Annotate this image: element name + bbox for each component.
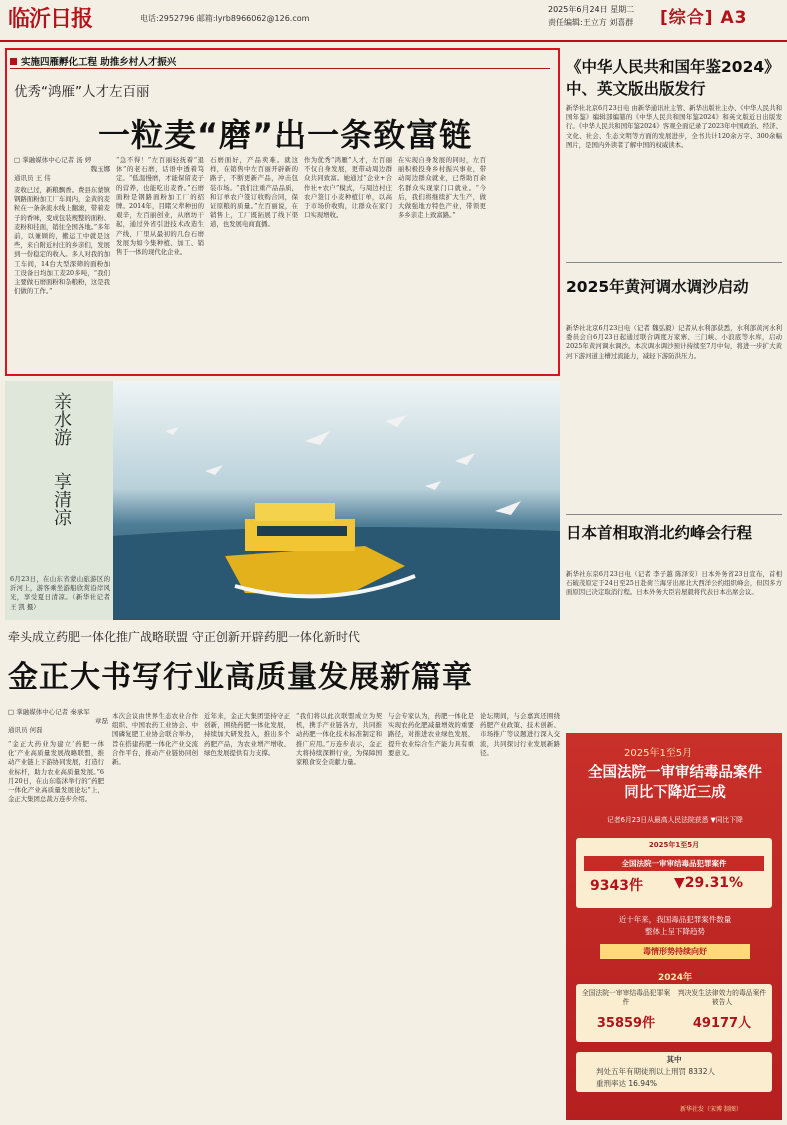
stat-panel-3-line-2: 重刑率达 16.94% [596, 1079, 657, 1088]
lead-subtitle: 优秀“鸿雁”人才左百丽 [14, 84, 150, 100]
byline-line: 通讯员 王 伟 [14, 174, 51, 182]
photo-caption: 6月23日，在山东省蒙山旅游区的沂河上，游客乘坐游船欣赏沿岸风光，享受夏日清凉。（新华社记者 王 凯 摄） [10, 575, 110, 611]
divider [566, 514, 782, 515]
editors-line: 责任编辑:王立方 刘喜群 [548, 18, 634, 27]
lead-column-4: 作为优秀“鸿雁”人才，左百丽不仅自身发展，更带动周边群众共同致富。她通过“企业+合作社+农户”模式，与周边村庄农户签订小麦种植订单，以高于市场价收购，让群众在家门口实现增收。 [304, 156, 392, 220]
right-story1-body: 新华社北京6月23日电 由新华通讯社主管、新华出版社主办、《中华人民共和国年鉴》编辑部编纂的《中华人民共和国年鉴2024》和英文版近日出版发行。《中华人民共和国年鉴2024》客观全面记录了2023年中国政治、经济、文化、社会、生态文明等方面的发展进步，全书共计120余万字、300余幅图片，是国内外读者了解中国的权威读本。 [566, 104, 782, 149]
story2-column-5: 与会专家认为，药肥一体化是实现农药化肥减量增效的重要路径，对推进农业绿色发展、提升农业综合生产能力具有重要意义。 [388, 712, 474, 757]
section-tag: [综合] A3 [660, 8, 748, 28]
square-icon [10, 58, 17, 65]
stat-panel-1-label: 全国法院一审审结毒品犯罪案件 [584, 856, 764, 871]
byline-line: 章磊 [95, 717, 108, 725]
story2-column-1: “金正大药业为建立‘药肥一体化’产业高质量发展战略联盟，推动产业链上下游协同发展，打造行业标杆，助力农业高质量发展。”6月20日，在山东临沭举行的“药肥一体化产业高质量发展论坛”上，金正大集团总裁万连步介绍。 [8, 740, 104, 804]
stat-panel-2-right-value: 49177人 [692, 1016, 752, 1031]
stat-panel-1-head: 2025年1至5月 [648, 841, 700, 849]
right-story3-headline: 日本首相取消北约峰会行程 [566, 524, 753, 542]
lead-column-1: 麦收已过，新粮飘香。费县东蒙镇钢路面粉加工厂车间内，金黄的麦粒在一条条流水线上翻滚，带着麦子的香味，变成包装规整的面粉、麦粉和挂面，销往全国各地。”多年前，以兼顾的，搬运工中就是这些，来自附近村庄的乡亲们，发展到一份稳定的收入。多人对我的加工车间，14台大型深筛的面粉加工设备日均加工麦20多吨，“我们主要做石磨面粉和杂粮粉，这是我们做的工作。” [14, 186, 110, 296]
divider [566, 262, 782, 263]
contact-info: 电话:2952796 邮箱:lyrb8966062@126.com [140, 14, 310, 23]
lead-kicker [10, 54, 176, 68]
infographic-year: 2024年 [657, 973, 693, 983]
infographic-credit: 新华社发（宋博 制图） [680, 1106, 742, 1113]
kicker-rule [10, 68, 550, 69]
story2-column-2: 本次会议由世界生态农业合作组织、中国农药工业协会、中国磷复肥工业协会联合举办，旨在搭建药肥一体化产业交流合作平台，推动产业链协同创新。 [112, 712, 198, 767]
stat-case-count: 9343件 [590, 878, 643, 894]
lead-column-5: 在实现自身发展的同时，左百丽积极投身乡村振兴事业，带动周边群众就业，已帮助百余名群众实现家门口就业。“今后，我们将继续扩大生产，做大做强地方特色产业，带领更多乡亲走上致富路。” [398, 156, 486, 220]
stat-decline-rate: ▼29.31% [674, 875, 744, 891]
byline-line: 通讯员 何磊 [8, 726, 43, 734]
infographic-mid-line-1: 近十年来，我国毒品犯罪案件数量 [618, 915, 732, 924]
photo-vertical-title-2: 享清凉 [51, 472, 72, 526]
lead-column-filler [492, 156, 554, 370]
story2-headline: 金正大书写行业高质量发展新篇章 [8, 660, 473, 695]
masthead-rule [0, 40, 787, 42]
story2-kicker: 牵头成立药肥一体化推广战略联盟 守正创新开辟药肥一体化新时代 [8, 630, 360, 644]
lead-column-3: 石磨面好，产品卖难。就这样，在销售中左百丽开辟新的路子，不断更新产品，冲击包装市场。“我们注重产品品质，和订单农户签订收购合同，保证原粮的质量。”左百丽说，在销售上，工厂既拓展了线下渠道，也发展电商直播。 [210, 156, 298, 229]
byline-line: □ 掌融媒体中心记者 秦承军 [8, 708, 90, 716]
stat-panel-2-left-label: 全国法院一审审结毒品犯罪案件 [581, 989, 671, 1006]
newspaper-logo: 临沂日报 [8, 6, 93, 32]
stat-panel-3-line-1: 判处五年有期徒刑以上刑罚 8332人 [596, 1067, 715, 1076]
lead-kicker-text: 实施四雁孵化工程 助推乡村人才振兴 [21, 57, 177, 68]
story2-column-3: 近年来，金正大集团坚持守正创新，围绕药肥一体化发展，持续加大研发投入，推出多个药肥产品，为农业增产增收、绿色发展提供有力支撑。 [204, 712, 290, 757]
right-story1-headline: 《中华人民共和国年鉴2024》中、英文版出版发行 [566, 58, 780, 98]
stat-panel-3-head: 其中 [666, 1055, 682, 1064]
byline-line: 魏玉娜 [90, 165, 110, 173]
stat-panel-2-right-label: 判决发生法律效力的毒品案件被告人 [677, 989, 767, 1006]
issue-date: 2025年6月24日 星期二 [548, 5, 635, 14]
story2-column-4: “我们将以此次联盟成立为契机，携手产业链各方，共同推动药肥一体化技术标准制定和推广应用。”万连步表示，金正大将持续深耕行业，为保障国家粮食安全贡献力量。 [296, 712, 382, 767]
lead-headline: 一粒麦“磨”出一条致富链 [98, 116, 473, 154]
story2-byline [8, 708, 108, 735]
story2-column-6: 论坛期间，与会嘉宾还围绕药肥产业政策、技术创新、市场推广等议题进行深入交流，共同探讨行业发展新路径。 [480, 712, 560, 757]
masthead [0, 0, 787, 44]
infographic-date: 2025年1至5月 [624, 748, 693, 759]
lead-column-2: “急不得！”左百丽轻抚着“退休”的老石磨，话语中透着笃定。“低温慢磨，才能保留麦子的营养，也能吃出麦香。”石磨面粉是钢路面粉加工厂的招牌。2014年，目睹父辈种田的艰辛，左百丽创业，从磨坊干起，通过外省引进技术改造生产线，厂里从最初的几台石磨发展为如今集种植、加工、销售于一体的现代化企业。 [116, 156, 204, 257]
byline-line: □ 掌融媒体中心记者 汤 婷 [14, 156, 92, 164]
right-story2-body: 新华社北京6月23日电（记者 魏弘毅）记者从水利部获悉，水利部黄河水利委员会自6月23日起通过联合调度万家寨、三门峡、小浪底等水库，启动2025年黄河调水调沙。本次调水调沙预计持续至7月中旬，将进一步扩大黄河下游河道主槽过流能力，减轻下游防洪压力。 [566, 324, 782, 360]
lead-byline [14, 156, 110, 183]
right-story2-headline: 2025年黄河调水调沙启动 [566, 278, 749, 296]
right-story3-body: 新华社东京6月23日电（记者 李子越 陈泽安）日本外务省23日宣布，首相石破茂原定于24日至25日赴荷兰海牙出席北大西洋公约组织峰会，但因多方面原因已决定取消行程。日本外务大臣岩屋毅将代表日本出席会议。 [566, 570, 782, 597]
infographic-mid-line-2: 整体上呈下降趋势 [645, 927, 705, 936]
infographic-highlight: 毒情形势持续向好 [600, 944, 750, 959]
infographic-title-1: 全国法院一审审结毒品案件 [588, 765, 762, 781]
stat-panel-2-left-value: 35859件 [596, 1016, 656, 1031]
infographic-note: 记者6月23日从最高人民法院获悉 ▼同比下降 [607, 816, 743, 824]
photo-vertical-title-1: 亲水游 [51, 392, 72, 446]
infographic-title-2: 同比下降近三成 [624, 785, 726, 801]
